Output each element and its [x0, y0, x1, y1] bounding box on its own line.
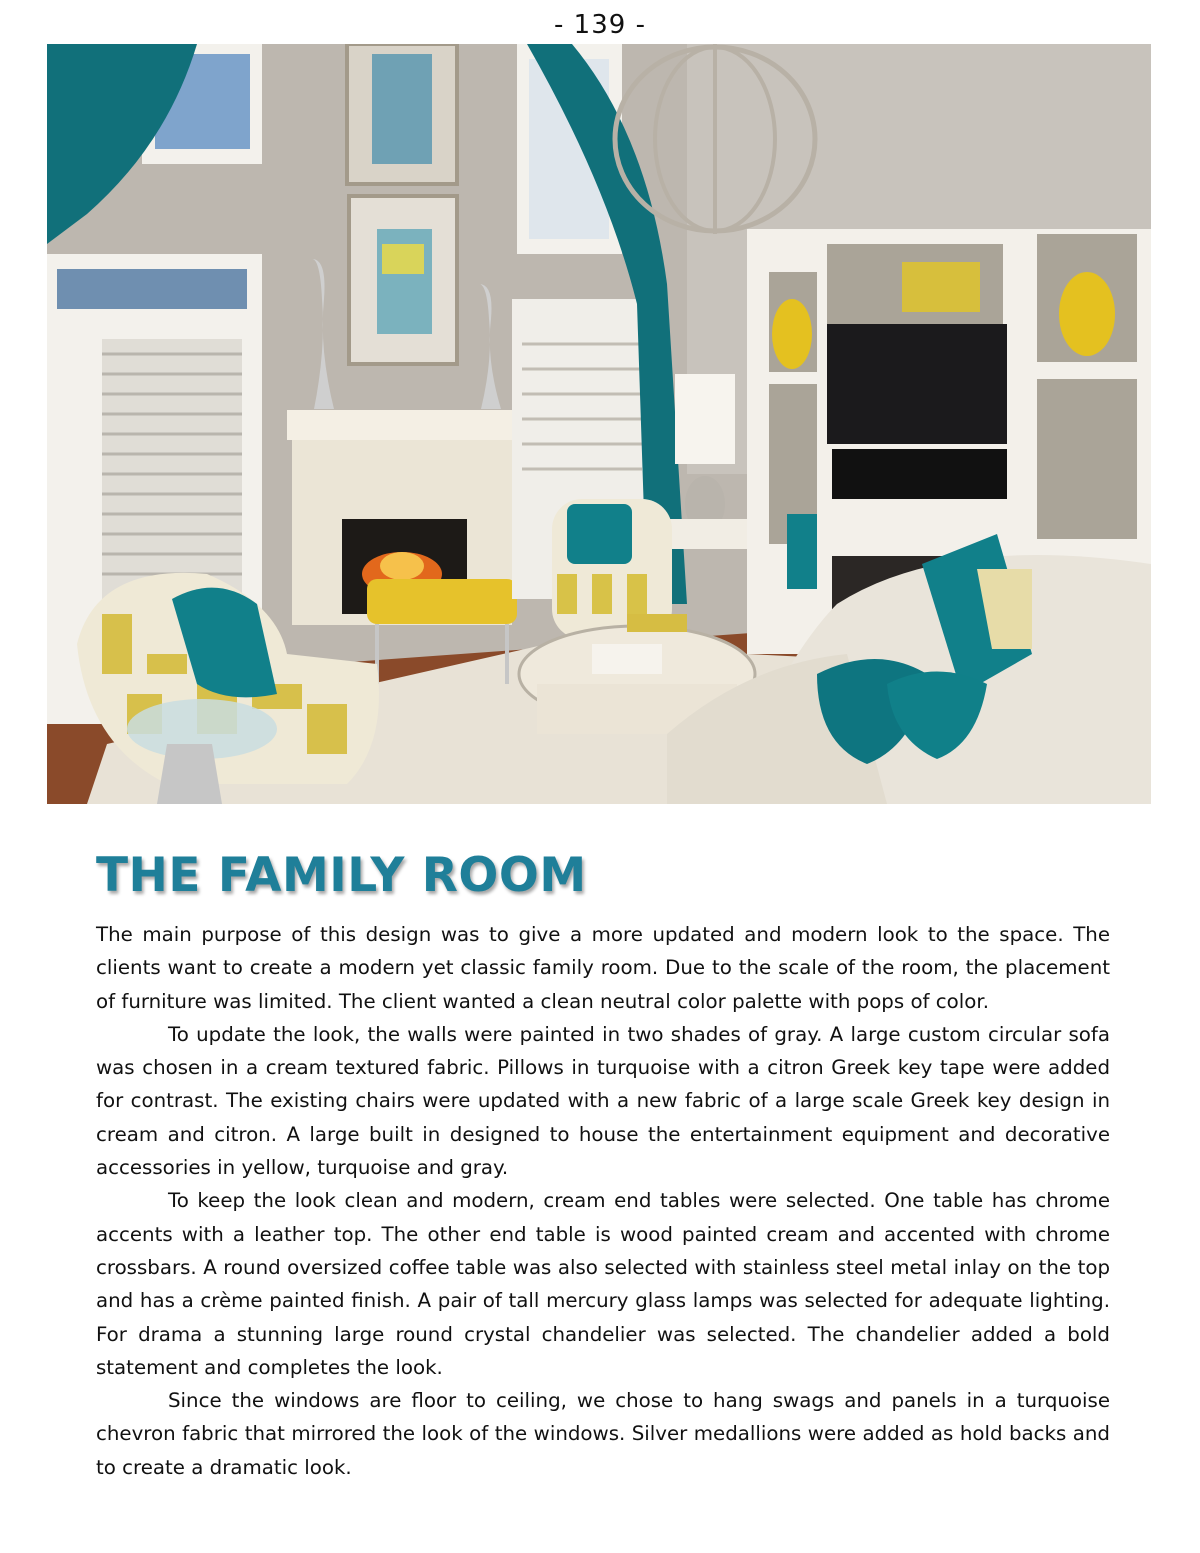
section-heading: THE FAMILY ROOM — [96, 848, 587, 903]
paragraph: To keep the look clean and modern, cream end tables were selected. One table has chrome accents with a leather top. The other end table is wood painted cream and accented with chrome crossbars. A round oversized coffee table was also selected with stainless steel metal inlay on the top and has a crème painted finish. A pair of tall mercury glass lamps was selected for adequate lighting. For drama a stunning large round crystal chandelier was selected. The chandelier added a bold statement and completes the look. — [96, 1189, 1110, 1379]
paragraph: Since the windows are floor to ceiling, we chose to hang swags and panels in a turquoise chevron fabric that mirrored the look of the windows. Silver medallions were added as hold backs and to create a dramatic look. — [96, 1389, 1110, 1479]
paragraph: The main purpose of this design was to give a more updated and modern look to the space. The clients want to create a modern yet classic family room. Due to the scale of the room, the placement of furniture was limited. The client wanted a clean neutral color palette with pops of color. — [96, 923, 1110, 1013]
paragraph: To update the look, the walls were painted in two shades of gray. A large custom circular sofa was chosen in a cream textured fabric. Pillows in turquoise with a citron Greek key tape were added for contrast. The existing chairs were updated with a new fabric of a large scale Greek key design in cream and citron. A large built in designed to house the entertainment equipment and decorative accessories in yellow, turquoise and gray. — [96, 1022, 1110, 1180]
body-text — [96, 918, 1110, 1484]
page-number: - 139 - — [554, 10, 646, 40]
family-room-photo — [47, 44, 1151, 804]
